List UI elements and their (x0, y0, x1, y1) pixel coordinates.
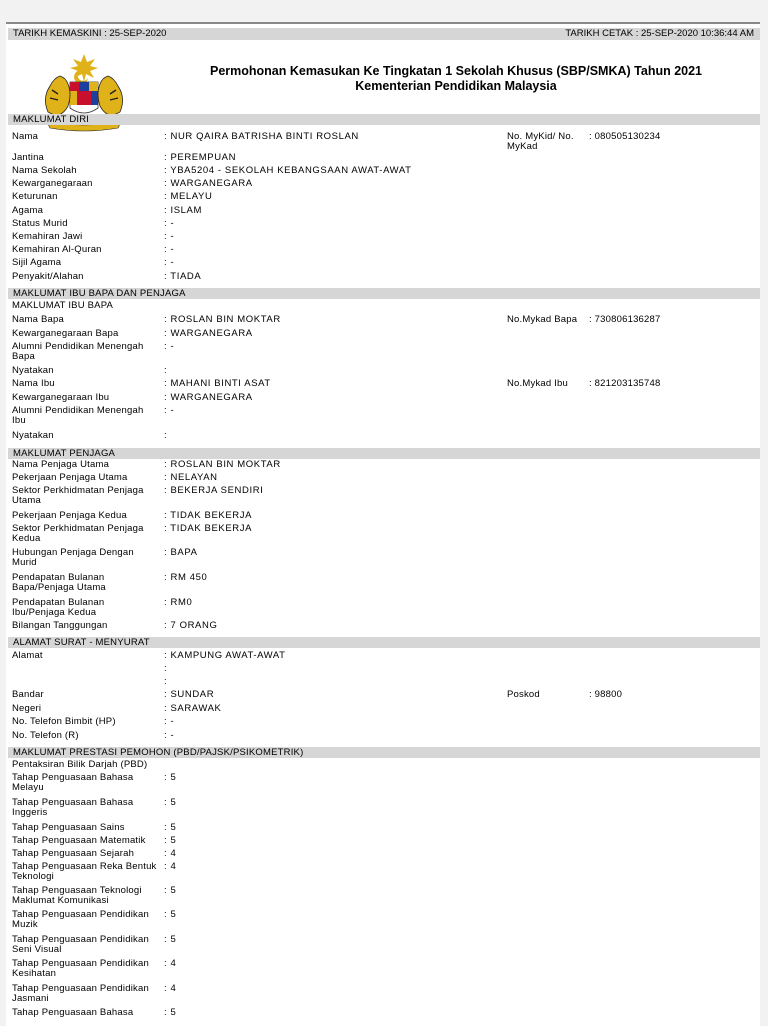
field-value: : 7 ORANG (164, 620, 218, 631)
field-value: : BEKERJA SENDIRI (164, 485, 264, 496)
field-label: Nyatakan (12, 430, 54, 441)
field-value: : (164, 365, 168, 376)
field-value-secondary: : 821203135748 (589, 378, 661, 389)
field-value: : NELAYAN (164, 472, 218, 483)
field-label: Tahap Penguasaan Bahasa Inggeris (12, 797, 134, 818)
field-label: Tahap Penguasaan Pendidikan Jasmani (12, 983, 149, 1004)
field-value: : 5 (164, 885, 177, 896)
field-label: Tahap Penguasaan Sains (12, 822, 125, 833)
field-value: : 5 (164, 1007, 177, 1018)
header-bar (8, 28, 760, 40)
field-label: Sektor Perkhidmatan Penjaga Kedua (12, 523, 144, 544)
field-value: : 5 (164, 934, 177, 945)
field-value: : WARGANEGARA (164, 392, 253, 403)
field-label: Tahap Penguasaan Reka Bentuk Teknologi (12, 861, 157, 882)
section-header: ALAMAT SURAT - MENYURAT (8, 637, 760, 648)
field-label: Tahap Penguasaan Teknologi Maklumat Komunikasi (12, 885, 142, 906)
field-label-secondary: Poskod (507, 689, 540, 700)
field-value: : 5 (164, 835, 177, 846)
field-value: : 5 (164, 822, 177, 833)
field-value: : WARGANEGARA (164, 328, 253, 339)
field-label: No. Telefon Bimbit (HP) (12, 716, 116, 727)
field-value: : TIDAK BEKERJA (164, 523, 253, 534)
field-label: Pendapatan Bulanan Ibu/Penjaga Kedua (12, 597, 105, 618)
print-date: TARIKH CETAK : 25-SEP-2020 10:36:44 AM (565, 28, 754, 39)
field-label: Bandar (12, 689, 44, 700)
field-label-secondary: No.Mykad Ibu (507, 378, 569, 389)
field-value: : (164, 430, 168, 441)
field-value: : SUNDAR (164, 689, 215, 700)
field-label: Status Murid (12, 218, 68, 229)
field-value: : BAPA (164, 547, 198, 558)
field-value: : 4 (164, 861, 177, 872)
field-label: Tahap Penguasaan Pendidikan Seni Visual (12, 934, 149, 955)
field-value: : - (164, 244, 175, 255)
field-value: : 4 (164, 848, 177, 859)
field-label: Kemahiran Jawi (12, 231, 83, 242)
field-value: : 5 (164, 909, 177, 920)
document-title (156, 64, 756, 94)
field-label: Kewarganegaraan Bapa (12, 328, 119, 339)
field-value: : - (164, 341, 175, 352)
field-value: : - (164, 257, 175, 268)
field-value: : - (164, 218, 175, 229)
field-label: Tahap Penguasaan Matematik (12, 835, 146, 846)
field-label: Keturunan (12, 191, 58, 202)
field-label: Alumni Pendidikan Menengah Ibu (12, 405, 144, 426)
field-label: Nama Sekolah (12, 165, 77, 176)
field-value: : MAHANI BINTI ASAT (164, 378, 271, 389)
field-value: : PEREMPUAN (164, 152, 237, 163)
field-value: : ISLAM (164, 205, 202, 216)
field-label: Nama Penjaga Utama (12, 459, 110, 470)
field-label: Nyatakan (12, 365, 54, 376)
subsection-header: MAKLUMAT IBU BAPA (12, 300, 114, 311)
field-value: : 4 (164, 983, 177, 994)
field-label: Agama (12, 205, 44, 216)
field-value-secondary: : 98800 (589, 689, 623, 700)
field-label: Pendapatan Bulanan Bapa/Penjaga Utama (12, 572, 106, 593)
title-line-2: Kementerian Pendidikan Malaysia (355, 79, 557, 93)
field-label: Penyakit/Alahan (12, 271, 84, 282)
field-label: Kewarganegaraan (12, 178, 93, 189)
field-label: Pekerjaan Penjaga Kedua (12, 510, 127, 521)
field-value: : WARGANEGARA (164, 178, 253, 189)
field-label: Alamat (12, 650, 43, 661)
field-value: : - (164, 716, 175, 727)
field-value: : RM 450 (164, 572, 208, 583)
section-header: MAKLUMAT PENJAGA (8, 448, 760, 459)
field-label: No. Telefon (R) (12, 730, 79, 741)
field-value: : ROSLAN BIN MOKTAR (164, 314, 281, 325)
field-label: Nama Bapa (12, 314, 64, 325)
field-label-secondary: No. MyKid/ No. MyKad (507, 131, 574, 152)
field-label: Bilangan Tanggungan (12, 620, 108, 631)
field-value: : NUR QAIRA BATRISHA BINTI ROSLAN (164, 131, 359, 142)
field-label: Sektor Perkhidmatan Penjaga Utama (12, 485, 144, 506)
field-value: : TIADA (164, 271, 202, 282)
field-label: Tahap Penguasaan Pendidikan Kesihatan (12, 958, 149, 979)
field-label: Tahap Penguasaan Sejarah (12, 848, 135, 859)
field-value: : - (164, 405, 175, 416)
field-label: Pekerjaan Penjaga Utama (12, 472, 128, 483)
field-label: Kemahiran Al-Quran (12, 244, 102, 255)
field-value: : 5 (164, 797, 177, 808)
field-label: Tahap Penguasaan Bahasa Melayu (12, 772, 134, 793)
document-page (6, 22, 760, 1026)
section-header: MAKLUMAT PRESTASI PEMOHON (PBD/PAJSK/PSIKOMETRIK) (8, 747, 760, 758)
field-value-secondary: : 730806136287 (589, 314, 661, 325)
field-value: : KAMPUNG AWAT-AWAT (164, 650, 286, 661)
title-line-1: Permohonan Kemasukan Ke Tingkatan 1 Sekolah Khusus (SBP/SMKA) Tahun 2021 (209, 64, 703, 78)
field-label: Kewarganegaraan Ibu (12, 392, 110, 403)
subsection-header: Pentaksiran Bilik Darjah (PBD) (12, 759, 148, 770)
field-value: : - (164, 231, 175, 242)
field-label: Jantina (12, 152, 45, 163)
field-value: : (164, 676, 168, 687)
field-label: Nama (12, 131, 39, 142)
updated-date: TARIKH KEMASKINI : 25-SEP-2020 (13, 28, 167, 39)
field-label: Negeri (12, 703, 42, 714)
field-value: : (164, 663, 168, 674)
field-label-secondary: No.Mykad Bapa (507, 314, 578, 325)
field-label: Sijil Agama (12, 257, 62, 268)
section-header: MAKLUMAT IBU BAPA DAN PENJAGA (8, 288, 760, 299)
field-value: : ROSLAN BIN MOKTAR (164, 459, 281, 470)
field-value: : YBA5204 - SEKOLAH KEBANGSAAN AWAT-AWAT (164, 165, 412, 176)
field-value: : RM0 (164, 597, 193, 608)
field-label: Tahap Penguasaan Pendidikan Muzik (12, 909, 149, 930)
field-value: : MELAYU (164, 191, 213, 202)
field-label: Tahap Penguasaan Bahasa (12, 1007, 134, 1018)
field-value: : SARAWAK (164, 703, 222, 714)
field-value: : TIDAK BEKERJA (164, 510, 253, 521)
field-label: Hubungan Penjaga Dengan Murid (12, 547, 134, 568)
section-header: MAKLUMAT DIRI (8, 114, 760, 125)
field-value: : - (164, 730, 175, 741)
field-value: : 4 (164, 958, 177, 969)
field-label: Nama Ibu (12, 378, 55, 389)
field-value-secondary: : 080505130234 (589, 131, 661, 142)
field-value: : 5 (164, 772, 177, 783)
field-label: Alumni Pendidikan Menengah Bapa (12, 341, 144, 362)
